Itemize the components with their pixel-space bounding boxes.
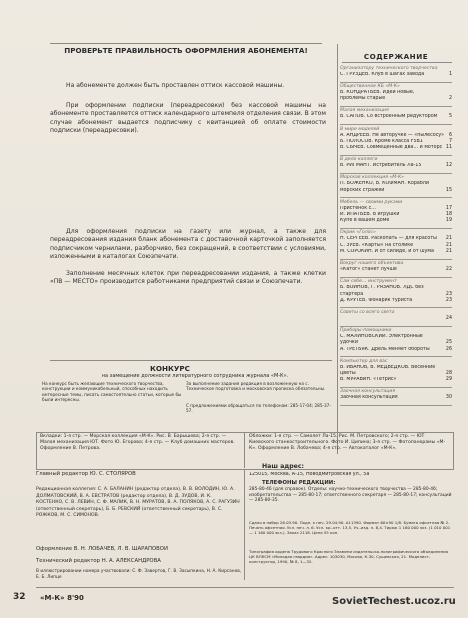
toc-entry-title: В. САПОВ. Со встроенным редуктором	[340, 114, 438, 120]
toc-entry-page: 21	[445, 236, 452, 242]
toc-entry-title: Н. СЕРГЕЕВ. Раскопать — для красоты	[340, 236, 437, 242]
page-number: 32	[13, 592, 26, 602]
toc-entry-page: 22	[445, 267, 452, 273]
toc-entry-title: В. КОНДРАТЬЕВ. Идеи новые,	[340, 90, 415, 96]
phones-heading: ТЕЛЕФОНЫ РЕДАКЦИИ:	[262, 480, 336, 486]
toc-entry-page: 21	[445, 249, 452, 255]
toc-separator	[340, 255, 452, 259]
toc-entry-title: С. ГРУЗДЕВ. Клуб в шагах завода	[340, 72, 425, 77]
toc-entry-title: удочки	[340, 340, 358, 346]
top-rule	[50, 43, 322, 44]
toc-entry-page: 25	[445, 340, 452, 346]
illustrators-credit: В иллюстрировании номера участвовали: С. Ф. Завертов, Г. В. Засыпкина, Н. А. Кирсанов, Е. Б. Липце	[36, 569, 242, 580]
toc-section: Общественное КБ «М-К»	[340, 84, 400, 90]
editorial-board: Редакционная коллегия: С. А. БАЛАНИН (редактор отдела), В. В. ВОЛОДИН, Ю. А. ДОЛМАТОВСКИЙ, В. А. ЕВСТРАТОВ (редактор отдела), В. Д. ЗУДОВ, И. К. КОСТЕНКО, С. В. ЛЕВИН, С. Ф. МАЛИК, В. Н. МУРАТОВ, В. А. ПОЛЯКОВ, А. С. РАГУЗИН (ответственный секретарь), Б. Б. РЕВСКИЙ (ответственный секретарь), В. С. РОЖКОВ, М. С. СИМОНОВ.	[36, 487, 240, 519]
contest-title: КОНКУРС	[150, 364, 190, 373]
toc-entry-title: Пристенок с...	[340, 205, 376, 211]
toc-heading: СОДЕРЖАНИЕ	[363, 52, 429, 61]
toc-entry-title: М. СОРОКИН. И от силиде, и от шума	[340, 249, 434, 255]
toc-entry-page: 12	[445, 163, 452, 169]
toc-entry-page: 17	[445, 205, 452, 211]
toc-section: В дело коллеги	[340, 157, 378, 163]
toc-entry-page: 28	[445, 370, 452, 376]
toc-separator	[340, 121, 452, 125]
page-title: ПРОВЕРЬТЕ ПРАВИЛЬНОСТЬ ОФОРМЛЕНИЯ АБОНЕМЕНТА!	[64, 46, 308, 55]
toc-section: Окрик «Голос»	[340, 230, 376, 236]
toc-section: В мире моделей	[340, 126, 380, 132]
toc-entry-title: П. БОЖЕНКО, В. КОФМАН. Корабли	[340, 181, 429, 187]
contest-subtitle: на замещение должности литературного сотрудника журнала «М-К».	[101, 373, 289, 379]
toc-entry-title: морских стражей	[340, 187, 385, 193]
paragraph-1: На абонементе должен быть проставлен оттиск кассовой машины.	[66, 82, 285, 89]
toc-entry-title: стартера	[340, 291, 364, 297]
toc-separator	[340, 304, 452, 308]
paragraph-3: Для оформления подписки на газету или журнал, а также для переадресования издания бланк абонемента с доставочной карточкой заполняется подписчиком чернилами, разборчиво, без сокращений, в соответствии с условиями, изложенными в каталогах Союзпечати.	[50, 228, 326, 260]
toc-entry-title: цветы	[340, 370, 356, 376]
toc-entry-title: «Катог» станет лучше	[340, 267, 397, 273]
chief-editor: Главный редактор Ю. С. СТОЛЯРОВ	[36, 471, 136, 477]
toc-entry	[340, 365, 452, 371]
toc-entry	[340, 145, 452, 151]
toc-separator	[340, 322, 452, 326]
toc-entry-title: Д. КРУТЕВ. Фонарик туриста	[340, 297, 413, 303]
covers-credits: Обложки: 1-я стр. — Самолет Ла-15. Рис. М. Петровского; 2-я стр. — ЮТ Киевского станкостроительного. Фото И. Ципина; 3-я стр. — Фотопанорамы «М-К». Оформление В. Лобачева; 4-я стр. — Автокаталог «М-К».	[249, 434, 446, 451]
toc-section: Организатору технического творчества	[340, 66, 438, 71]
contest-top-rule	[50, 360, 332, 361]
toc-entry-page: 5	[448, 114, 452, 120]
toc-separator	[340, 384, 452, 388]
paragraph-4: Заполнение месячных клеток при переадресовании издания, а также клетки «ПВ — МЕСТО» производится работниками предприятий связи и Союзпечати.	[50, 270, 326, 286]
contest-right-text: За выполнение задания редакция в возложенную на с. Техническое подготовка и московская прописка обязательны.	[186, 381, 326, 392]
toc-section: Малая механизация	[340, 108, 389, 114]
toc-section: Приборы-помощники	[340, 328, 392, 333]
toc-entry-title: В. МУРАВИН. «Тетрис»	[340, 377, 397, 383]
toc-section: Компьютер для вас	[340, 358, 388, 364]
toc-entry-title: проблемы старые	[340, 96, 386, 102]
toc-entry-page: 7	[448, 138, 452, 144]
address-line: 125015, Москва, А-15, Новодмитровская ул., 5а	[249, 472, 370, 477]
toc-entry-title: И. ИПАТЬЕВ. В игрушки	[340, 212, 400, 218]
toc-entry-page: 26	[445, 346, 452, 352]
toc-entry-page: 24	[445, 315, 452, 321]
design-credit: Оформление В. Н. ЛОБАЧЕВ, Л. В. ШАРАПОВОЙ	[36, 546, 168, 552]
toc-entry-page: 11	[445, 145, 452, 151]
paragraph-2: При оформлении подписки (переадресовки) без кассовой машины на абонементе проставляется оттиск календарного штемпеля отделения связи. В этом случае абонемент выдается подписчику с квитанцией об оплате стоимости подписки (переадресовки).	[50, 102, 326, 134]
toc-separator	[340, 194, 452, 198]
toc-entry-title: В. РИГМАНТ. Истребитель Ла-15	[340, 163, 422, 169]
inserts-credits: Вкладки: 1-я стр. — Морская коллекция «М-К». Рис. В. Барышева; 2-я стр. — Малая механизация ЮТ. Фото Ю. Егорова; 4-я стр. — Клуб домашних мастеров. Оформление В. Петрова.	[40, 434, 235, 451]
contest-contact: С предложениями обращаться по телефонам: 285-17-04; 285-37-57.	[186, 403, 331, 414]
toc-entry-title: А. АНДРЕЕВ. Не авторучке — «пылесосу»	[340, 132, 445, 138]
toc-entry-title: В. ИВАНОВ, В. МЕДВЕДКОВ. Весенние	[340, 364, 436, 370]
toc-entry-page: 2	[448, 96, 452, 102]
toc-entry-title: Заочная консультация	[340, 395, 398, 401]
toc-section: Вокруг нашего объектива	[340, 261, 404, 267]
toc-entry-page: 23	[445, 291, 452, 297]
toc-heading-rule	[342, 62, 452, 63]
toc-entry-title: В. СЫЧЕВ. Совмещенные два… и моторс	[340, 145, 443, 151]
toc-entry-page: 6	[448, 132, 452, 138]
toc-entry-title: С. МАЛИНОВСКИЙ. Электронные	[340, 334, 423, 339]
toc-entry-title: Купе в вашем доме	[340, 218, 390, 224]
toc-entry-page: 1	[448, 72, 452, 77]
toc-section: Советы со всего света	[340, 309, 395, 315]
table-of-contents	[340, 66, 452, 407]
toc-entry-title: С. ЗУЕВ. «Карты» на столике	[340, 242, 414, 248]
toc-section: Заочная консультация	[340, 389, 396, 395]
printer-info: Типография ордена Трудового Красного Знамени издательско-полиграфического объединения ЦК ВЛКСМ «Молодая гвардия». Адрес: 103030, Москва, К-30, Сущевская, 21. Моделист-конструктор, 1990, № 8, 1—32.	[249, 549, 449, 564]
toc-separator	[340, 225, 452, 229]
contest-left-text: На конкурс быть желающие технического творчества, конструкции и коммуникабельный, способных находить интересные темы, писать самостоятельно статьи, которые бы были интересны.	[42, 381, 182, 403]
watermark: SovietTechest.ucoz.ru	[332, 596, 456, 607]
toc-entry-page: 18	[445, 212, 452, 218]
toc-entry-title: А. ТРЕТЬЯК. Дрель меняет обороты	[340, 346, 430, 352]
footer-divider	[244, 470, 245, 580]
toc-section: Сам себе… инструмент	[340, 279, 397, 285]
toc-entry-page: 15	[445, 187, 452, 193]
toc-entry-page: 19	[445, 218, 452, 224]
toc-separator	[340, 78, 452, 82]
address-heading: Наш адрес:	[262, 463, 305, 470]
toc-separator	[340, 151, 452, 155]
toc-separator	[340, 402, 452, 406]
toc-entry	[340, 114, 452, 120]
toc-separator	[340, 273, 452, 277]
footer-rule	[36, 587, 454, 588]
print-info: Сдано в набор 26.03.90. Подп. к печ. 29.04.90. А11390. Формат 60×90 1/8. Бумага офсетная № 2. Печать офсетная. Усл. печ. л. 6. Усл. кр.-отт. 13,5. Уч.-изд. л. 8,4. Тираж 1 160 000 экз. (1 010 001 — 1 160 000 экз.). Заказ 2118. Цена 55 коп.	[249, 520, 451, 535]
toc-separator	[340, 103, 452, 107]
phones: 285-80-46 (для справок). Отделы: научно-технического творчества — 285-80-46; изобретательства — 285-80-17; ответственного секретаря — 285-80-17; консультаций — 285-80-35.	[249, 487, 452, 504]
toc-section: Мебель — своими руками	[340, 199, 403, 205]
toc-separator	[340, 170, 452, 174]
credits-divider	[244, 432, 245, 468]
toc-entry-page: 23	[445, 297, 452, 303]
toc-section: Морская коллекция «М-К»	[340, 175, 404, 181]
toc-entry-title: Б. ВОИНОВ, Г. РЯЗАНОВ. ЛДС без	[340, 285, 424, 291]
toc-divider	[337, 44, 338, 454]
toc-entry-page: 29	[445, 377, 452, 383]
toc-entry-title: Б. ПОЛОСОВ. Кроме класса F5B1	[340, 138, 423, 144]
toc-separator	[340, 353, 452, 357]
toc-entry-page: 21	[445, 242, 452, 248]
toc-entry-page: 30	[445, 395, 452, 401]
magazine-issue: «М-К» 8'90	[40, 594, 84, 602]
tech-editor: Технический редактор Н. А. АЛЕКСАНДРОВА	[36, 558, 161, 564]
